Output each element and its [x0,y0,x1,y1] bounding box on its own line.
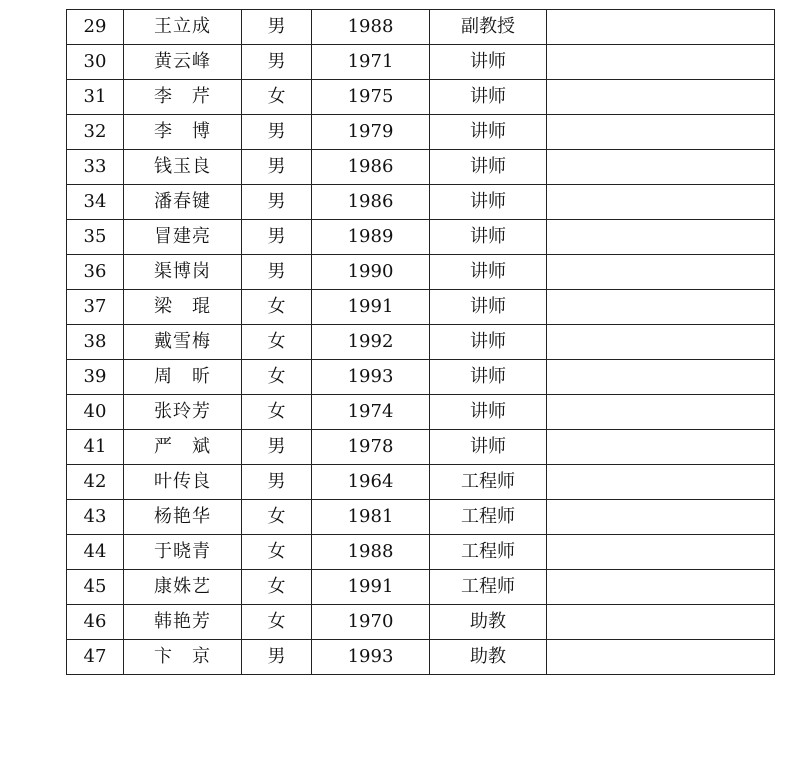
remarks-cell [547,465,775,500]
table-row [67,360,775,395]
job-title-cell: 讲师 [430,360,547,395]
remarks-cell [547,150,775,185]
name-cell: 梁 琨 [124,290,242,325]
table-row [67,605,775,640]
birth-year-cell: 1990 [312,255,430,290]
job-title-cell: 讲师 [430,45,547,80]
remarks-cell [547,80,775,115]
serial-number-cell: 46 [67,605,124,640]
gender-cell: 女 [242,535,312,570]
job-title-cell: 副教授 [430,10,547,45]
name-cell: 叶传良 [124,465,242,500]
table-row [67,465,775,500]
name-cell: 钱玉良 [124,150,242,185]
name-cell: 康姝艺 [124,570,242,605]
birth-year-cell: 1992 [312,325,430,360]
table-row [67,115,775,150]
table-row [67,570,775,605]
gender-cell: 男 [242,255,312,290]
birth-year-cell: 1986 [312,185,430,220]
table-row [67,80,775,115]
table-row [67,325,775,360]
job-title-cell: 讲师 [430,325,547,360]
gender-cell: 女 [242,605,312,640]
serial-number-cell: 31 [67,80,124,115]
name-cell: 潘春键 [124,185,242,220]
staff-table-body [67,10,775,675]
birth-year-cell: 1991 [312,570,430,605]
gender-cell: 女 [242,395,312,430]
serial-number-cell: 41 [67,430,124,465]
serial-number-cell: 40 [67,395,124,430]
job-title-cell: 助教 [430,640,547,675]
job-title-cell: 助教 [430,605,547,640]
remarks-cell [547,640,775,675]
job-title-cell: 工程师 [430,465,547,500]
table-row [67,10,775,45]
serial-number-cell: 32 [67,115,124,150]
table-row [67,640,775,675]
job-title-cell: 讲师 [430,395,547,430]
table-row [67,395,775,430]
name-cell: 严 斌 [124,430,242,465]
name-cell: 渠博岗 [124,255,242,290]
job-title-cell: 讲师 [430,290,547,325]
birth-year-cell: 1993 [312,360,430,395]
table-row [67,185,775,220]
remarks-cell [547,570,775,605]
birth-year-cell: 1988 [312,10,430,45]
name-cell: 王立成 [124,10,242,45]
remarks-cell [547,45,775,80]
table-row [67,220,775,255]
birth-year-cell: 1991 [312,290,430,325]
job-title-cell: 讲师 [430,80,547,115]
birth-year-cell: 1979 [312,115,430,150]
birth-year-cell: 1974 [312,395,430,430]
remarks-cell [547,500,775,535]
gender-cell: 男 [242,465,312,500]
remarks-cell [547,115,775,150]
remarks-cell [547,605,775,640]
gender-cell: 女 [242,80,312,115]
serial-number-cell: 36 [67,255,124,290]
job-title-cell: 讲师 [430,430,547,465]
gender-cell: 女 [242,570,312,605]
serial-number-cell: 47 [67,640,124,675]
gender-cell: 男 [242,45,312,80]
remarks-cell [547,535,775,570]
gender-cell: 男 [242,115,312,150]
remarks-cell [547,255,775,290]
gender-cell: 男 [242,150,312,185]
table-row [67,535,775,570]
table-row [67,45,775,80]
remarks-cell [547,325,775,360]
gender-cell: 女 [242,360,312,395]
table-row [67,430,775,465]
gender-cell: 男 [242,220,312,255]
serial-number-cell: 35 [67,220,124,255]
gender-cell: 男 [242,10,312,45]
remarks-cell [547,360,775,395]
remarks-cell [547,220,775,255]
job-title-cell: 工程师 [430,570,547,605]
job-title-cell: 讲师 [430,255,547,290]
job-title-cell: 讲师 [430,150,547,185]
gender-cell: 男 [242,185,312,220]
name-cell: 杨艳华 [124,500,242,535]
remarks-cell [547,290,775,325]
serial-number-cell: 42 [67,465,124,500]
name-cell: 李 博 [124,115,242,150]
name-cell: 周 昕 [124,360,242,395]
birth-year-cell: 1971 [312,45,430,80]
table-row [67,150,775,185]
table-row [67,290,775,325]
gender-cell: 女 [242,290,312,325]
gender-cell: 女 [242,325,312,360]
job-title-cell: 讲师 [430,185,547,220]
birth-year-cell: 1986 [312,150,430,185]
name-cell: 于晓青 [124,535,242,570]
remarks-cell [547,430,775,465]
job-title-cell: 讲师 [430,115,547,150]
serial-number-cell: 43 [67,500,124,535]
birth-year-cell: 1978 [312,430,430,465]
name-cell: 张玲芳 [124,395,242,430]
name-cell: 韩艳芳 [124,605,242,640]
gender-cell: 男 [242,430,312,465]
remarks-cell [547,10,775,45]
remarks-cell [547,185,775,220]
serial-number-cell: 39 [67,360,124,395]
remarks-cell [547,395,775,430]
gender-cell: 男 [242,640,312,675]
birth-year-cell: 1970 [312,605,430,640]
job-title-cell: 工程师 [430,535,547,570]
birth-year-cell: 1975 [312,80,430,115]
name-cell: 黄云峰 [124,45,242,80]
birth-year-cell: 1988 [312,535,430,570]
name-cell: 戴雪梅 [124,325,242,360]
birth-year-cell: 1981 [312,500,430,535]
serial-number-cell: 38 [67,325,124,360]
serial-number-cell: 37 [67,290,124,325]
serial-number-cell: 33 [67,150,124,185]
table-row [67,255,775,290]
gender-cell: 女 [242,500,312,535]
staff-table [66,9,775,675]
name-cell: 李 芹 [124,80,242,115]
job-title-cell: 讲师 [430,220,547,255]
table-row [67,500,775,535]
serial-number-cell: 34 [67,185,124,220]
serial-number-cell: 29 [67,10,124,45]
serial-number-cell: 30 [67,45,124,80]
job-title-cell: 工程师 [430,500,547,535]
serial-number-cell: 44 [67,535,124,570]
name-cell: 冒建亮 [124,220,242,255]
birth-year-cell: 1993 [312,640,430,675]
birth-year-cell: 1989 [312,220,430,255]
birth-year-cell: 1964 [312,465,430,500]
name-cell: 卞 京 [124,640,242,675]
serial-number-cell: 45 [67,570,124,605]
